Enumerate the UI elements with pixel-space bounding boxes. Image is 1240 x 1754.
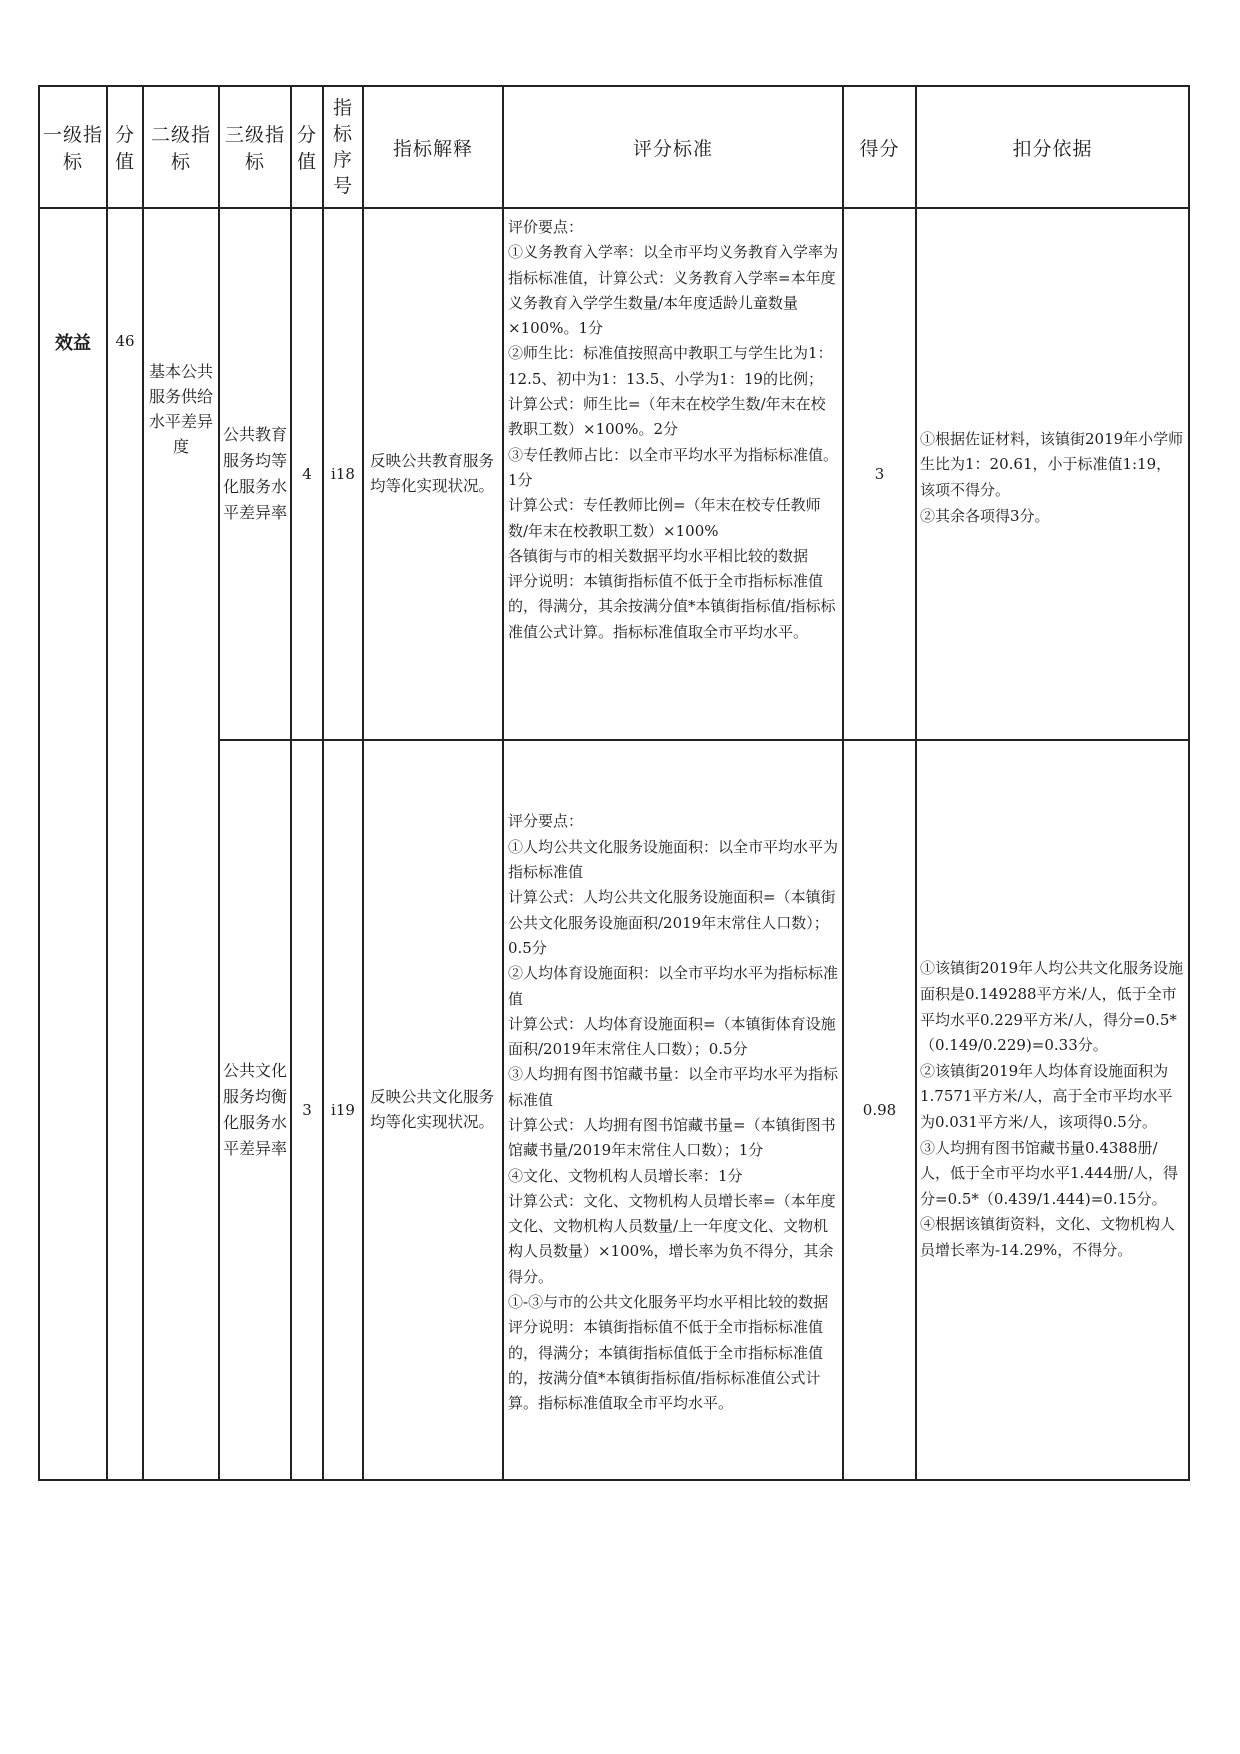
criteria-cell: [503, 208, 843, 740]
criteria-line: 评分要点：: [508, 812, 584, 831]
criteria-line: 计算公式：人均体育设施面积=（本镇街体育设施面积/2019年末常住人口数）；0.5分: [508, 1014, 836, 1059]
basis-line: ②其余各项得3分。: [920, 506, 1050, 525]
criteria-line: 计算公式：人均公共文化服务设施面积=（本镇街公共文化服务设施面积/2019年末常住人口数）；0.5分: [508, 888, 836, 957]
seq-cell: i19: [323, 740, 363, 1480]
criteria-line: ①-③与市的公共文化服务平均水平相比较的数据: [508, 1293, 829, 1312]
level3-score-cell: 3: [291, 740, 323, 1480]
header-score2: 分值: [291, 86, 323, 208]
criteria-line: ④文化、文物机构人员增长率：1分: [508, 1166, 743, 1185]
header-seq: [323, 86, 363, 208]
basis-line: ②该镇街2019年人均体育设施面积为1.7571平方米/人，高于全市平均水平为0.031平方米/人，该项得0.5分。: [920, 1061, 1173, 1131]
criteria-line: ③人均拥有图书馆藏书量：以全市平均水平为指标标准值: [508, 1065, 839, 1109]
header-basis: 扣分依据: [916, 86, 1189, 208]
header-level3: 三级指标: [219, 86, 291, 208]
header-got: 得分: [843, 86, 916, 208]
criteria-line: ①人均公共文化服务设施面积：以全市平均水平为指标标准值: [508, 837, 839, 882]
seq-cell: i18: [323, 208, 363, 740]
header-score: 分值: [107, 86, 143, 208]
basis-cell: [916, 740, 1189, 1480]
got-score-cell: 0.98: [843, 740, 916, 1480]
header-seq-line1: 指标: [332, 97, 353, 145]
criteria-line: ③专任教师占比：以全市平均水平为指标标准值。1分: [508, 445, 839, 489]
level1-score-cell: 46: [107, 208, 143, 1480]
criteria-line: ①义务教育入学率：以全市平均义务教育入学率为指标标准值，计算公式：义务教育入学率=本年度义务教育入学学生数量/本年度适龄儿童数量×100%。1分: [508, 243, 839, 338]
criteria-line: 各镇街与市的相关数据平均水平相比较的数据: [508, 546, 809, 565]
header-row: [39, 86, 1189, 208]
header-explain: 指标解释: [363, 86, 503, 208]
criteria-line: 计算公式：文化、文物机构人员增长率=（本年度文化、文物机构人员数量/上一年度文化、文物机构人员数量）×100%，增长率为负不得分，其余得分。: [508, 1191, 836, 1286]
criteria-line: 评分说明：本镇街指标值不低于全市指标标准值的，得满分，其余按满分值*本镇街指标值/指标标准值公式计算。指标标准值取全市平均水平。: [508, 572, 836, 641]
level3-cell: 公共文化服务均衡化服务水平差异率: [219, 740, 291, 1480]
explain-cell: 反映公共教育服务均等化实现状况。: [363, 208, 503, 740]
basis-line: ①根据佐证材料，该镇街2019年小学师生比为1：20.61，小于标准值1:19，该项不得分。: [920, 429, 1184, 499]
criteria-line: 计算公式：专任教师比例=（年末在校专任教师数/年末在校教职工数）×100%: [508, 496, 821, 540]
criteria-line: ②师生比：标准值按照高中教职工与学生比为1：12.5、初中为1：13.5、小学为1：19的比例；: [508, 344, 833, 388]
evaluation-table: [38, 85, 1190, 1481]
criteria-line: ②人均体育设施面积：以全市平均水平为指标标准值: [508, 964, 839, 1008]
criteria-line: 评分说明：本镇街指标值不低于全市指标标准值的，得满分；本镇街指标值低于全市指标标准值的，按满分值*本镇街指标值/指标标准值公式计算。指标标准值取全市平均水平。: [508, 1318, 824, 1413]
got-score-cell: 3: [843, 208, 916, 740]
basis-line: ①该镇街2019年人均公共文化服务设施面积是0.149288平方米/人，低于全市平均水平0.229平方米/人，得分=0.5*（0.149/0.229)=0.33分。: [920, 959, 1184, 1055]
criteria-line: 计算公式：师生比=（年末在校学生数/年末在校教职工数）×100%。2分: [508, 395, 826, 439]
criteria-cell: [503, 740, 843, 1480]
basis-line: ④根据该镇街资料，文化、文物机构人员增长率为-14.29%，不得分。: [920, 1215, 1176, 1259]
header-criteria: 评分标准: [503, 86, 843, 208]
level2-cell: 基本公共服务供给水平差异度: [143, 208, 219, 1480]
header-seq-line2: 序号: [332, 149, 353, 197]
basis-cell: [916, 208, 1189, 740]
table-row: [39, 208, 1189, 740]
level3-score-cell: 4: [291, 208, 323, 740]
criteria-line: 评价要点：: [508, 218, 584, 236]
header-level1: 一级指标: [39, 86, 107, 208]
level3-cell: 公共教育服务均等化服务水平差异率: [219, 208, 291, 740]
basis-line: ③人均拥有图书馆藏书量0.4388册/人，低于全市平均水平1.444册/人，得分=0.5*（0.439/1.444)=0.15分。: [920, 1138, 1178, 1208]
header-level2: 二级指标: [143, 86, 219, 208]
criteria-line: 计算公式：人均拥有图书馆藏书量=（本镇街图书馆藏书量/2019年末常住人口数）；1分: [508, 1116, 836, 1160]
level1-cell: 效益: [39, 208, 107, 1480]
explain-cell: 反映公共文化服务均等化实现状况。: [363, 740, 503, 1480]
